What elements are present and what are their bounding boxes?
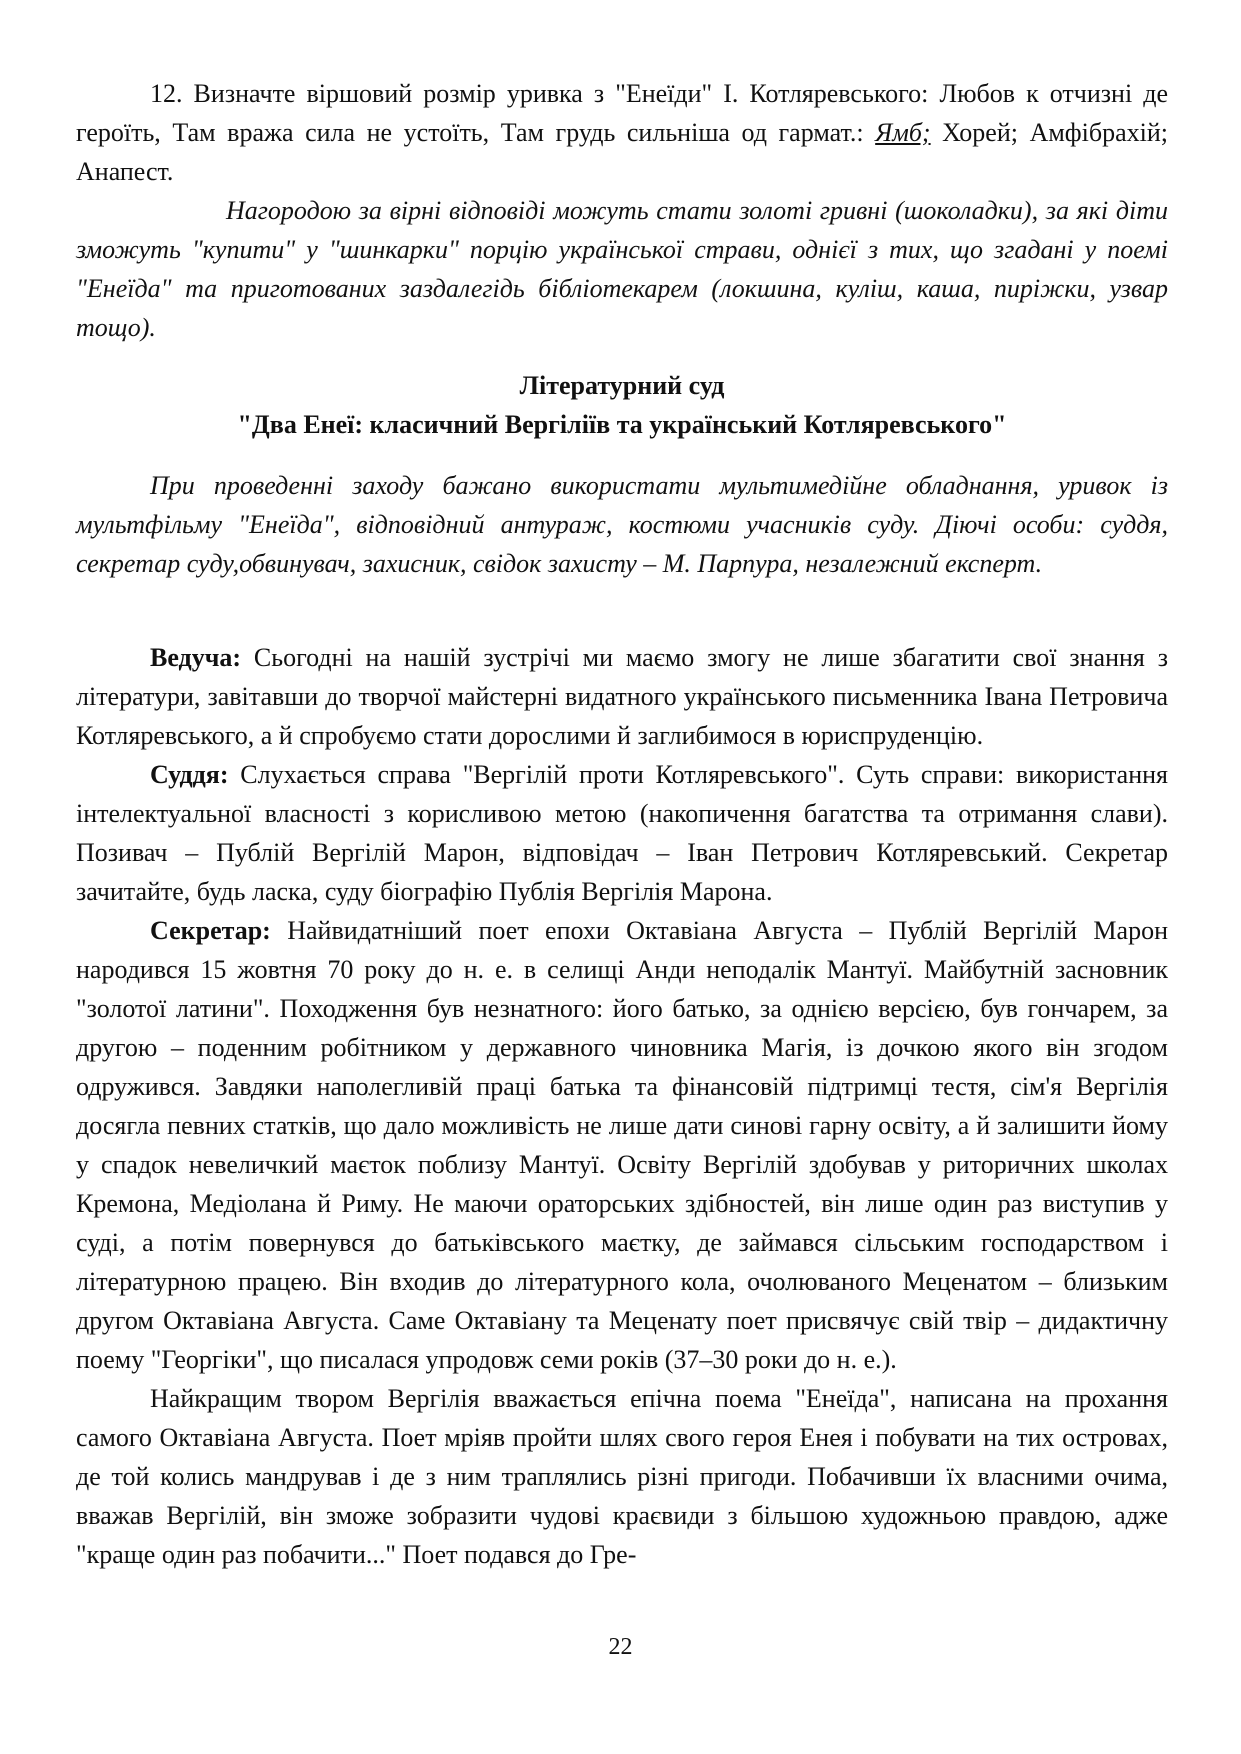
- speaker-label: Секретар:: [150, 916, 271, 945]
- speaker-text: Найкращим твором Вергілія вважається епічна поема "Енеїда", написана на прохання самого Октавіана Августа. Поет мріяв пройти шлях свого героя Енея і побувати на тих островах, де той колись мандрував і де з ним траплялись різні пригоди. Побачивши їх власними очима, вважав Вергілій, він зможе зобразити чудові краєвиди з більшою художньою правдою, адже "краще один раз побачити..." Поет подався до Гре-: [76, 1384, 1168, 1569]
- dialogue-paragraph: [76, 755, 1168, 911]
- dialogue-paragraph: [76, 1379, 1168, 1574]
- question-text: 12. Визначте віршовий розмір уривка з "Енеїди" І. Котляревського: Любов к отчизні де героїть, Там вража сила не устоїть, Там грудь сильніша од гармат.:: [76, 79, 1168, 147]
- speaker-text: Сьогодні на нашій зустрічі ми маємо змогу не лише збагатити свої знання з літератури, завітавши до творчої майстерні видатного українського письменника Івана Петровича Котляревського, а й спробуємо стати дорослими й заглибимося в юриспруденцію.: [76, 643, 1168, 750]
- speaker-label: Суддя:: [150, 760, 229, 789]
- section-subtitle: "Два Енеї: класичний Вергіліїв та український Котляревського": [237, 410, 1007, 439]
- question-answer: Ямб;: [875, 118, 931, 147]
- question-block: [76, 74, 1168, 347]
- question-paragraph: [76, 74, 1168, 191]
- dialogue-block: [76, 638, 1168, 1574]
- reward-note: Нагородою за вірні відповіді можуть стати золоті гривні (шоколадки), за які діти зможуть "купити" у "шинкарки" порцію української страви, однієї з тих, що згадані у поемі "Енеїда" та приготованих заздалегідь бібліотекарем (локшина, куліш, каша, пиріжки, узвар тощо).: [76, 196, 1168, 342]
- dialogue-paragraph: [76, 911, 1168, 1379]
- intro-note: При проведенні заходу бажано використати мультимедійне обладнання, уривок із мультфільму "Енеїда", відповідний антураж, костюми учасників суду. Діючі особи: суддя, секретар суду,обвинувач, захисник, свідок захисту – М. Парпура, незалежний експерт.: [76, 471, 1168, 578]
- speaker-text: Найвидатніший поет епохи Октавіана Августа – Публій Вергілій Марон народився 15 жовтня 70 року до н. е. в селищі Анди неподалік Мантуї. Майбутній засновник "золотої латини". Походження був незнатного: його батько, за однією версією, був гончарем, за другою – поденним робітником у державного чиновника Магія, із дочкою якого він згодом одружився. Завдяки наполегливій праці батька та фінансовій підтримці тестя, сім'я Вергілія досягла певних статків, що дало можливість не лише дати синові гарну освіту, а й залишити йому у спадок невеличкий маєток поблизу Мантуї. Освіту Вергілій здобував у риторичних школах Кремона, Медіолана й Риму. Не маючи ораторських здібностей, він лише один раз виступив у суді, а потім повернувся до батьківського маєтку, де займався сільським господарством і літературною працею. Він входив до літературного кола, очолюваного Меценатом – близьким другом Октавіана Августа. Саме Октавіану та Меценату поет присвячує свій твір – дидактичну поему "Георгіки", що писалася упродовж семи років (37–30 роки до н. е.).: [76, 916, 1168, 1374]
- page-number: 22: [608, 1634, 633, 1660]
- speaker-label: Ведуча:: [150, 643, 242, 672]
- intro-block: [76, 466, 1168, 583]
- section-title: Літературний суд: [519, 371, 725, 400]
- question-options: Хорей; Амфібрахій; Анапест.: [76, 118, 1168, 186]
- speaker-text: Слухається справа "Вергілій проти Котляревського". Суть справи: використання інтелектуальної власності з корисливою метою (накопичення багатства та отримання слави). Позивач – Публій Вергілій Марон, відповідач – Іван Петрович Котляревський. Секретар зачитайте, будь ласка, суду біографію Публія Вергілія Марона.: [76, 760, 1168, 906]
- dialogue-paragraph: [76, 638, 1168, 755]
